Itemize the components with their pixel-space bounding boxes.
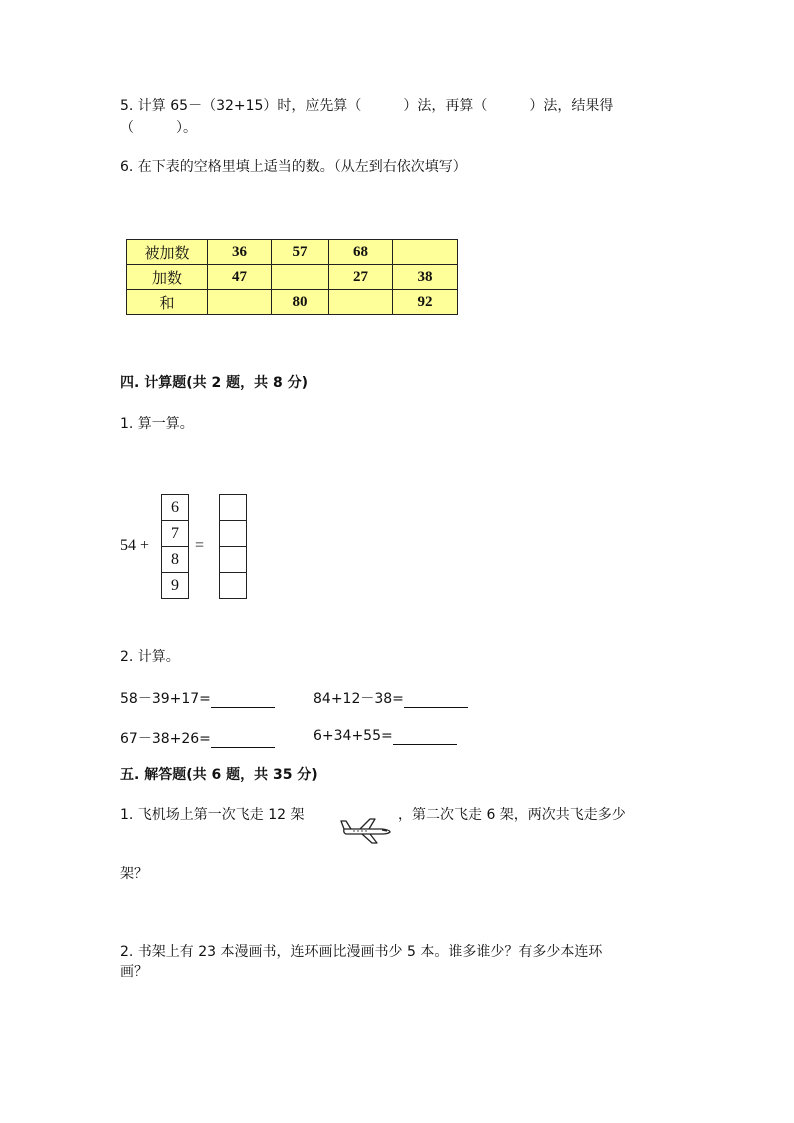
answer-blank[interactable] <box>404 691 468 708</box>
addition-table <box>126 239 458 315</box>
section-4-q2-title: 2. 计算。 <box>120 649 180 665</box>
section-5-q1-part3: 架？ <box>120 866 148 882</box>
expression-left: 54 + <box>120 537 150 554</box>
answer-blank[interactable] <box>211 691 275 708</box>
question-5-line-2: （ ）。 <box>120 120 197 136</box>
table-cell[interactable]: 38 <box>393 265 458 290</box>
table-cell[interactable]: 68 <box>329 240 393 265</box>
calc-item <box>313 728 457 745</box>
answer-box[interactable] <box>220 521 246 547</box>
answer-box[interactable] <box>220 495 246 521</box>
table-cell[interactable]: 92 <box>393 290 458 315</box>
table-cell[interactable]: 36 <box>208 240 272 265</box>
airplane-icon <box>338 815 394 845</box>
row-label: 被加数 <box>127 240 208 265</box>
calc-expression: 84+12－38= <box>313 691 404 707</box>
equals-sign: = <box>195 537 205 554</box>
table-cell[interactable] <box>393 240 458 265</box>
addend-stack <box>161 494 189 599</box>
addend-value: 8 <box>162 547 188 573</box>
section-5-q1-part2: ，第二次飞走 6 架，两次共飞走多少 <box>398 807 626 823</box>
table-row-addend2 <box>127 265 458 290</box>
calc-item <box>120 688 275 708</box>
table-row-sum <box>127 290 458 315</box>
table-cell[interactable] <box>208 290 272 315</box>
calc-expression: 58－39+17= <box>120 691 211 707</box>
calc-item <box>120 728 275 748</box>
table-row-addend1 <box>127 240 458 265</box>
addend-value: 6 <box>162 495 188 521</box>
calc-expression: 67－38+26= <box>120 731 211 747</box>
answer-blank[interactable] <box>211 731 275 748</box>
table-cell[interactable]: 57 <box>272 240 329 265</box>
table-cell[interactable]: 80 <box>272 290 329 315</box>
addend-value: 9 <box>171 577 179 594</box>
row-label: 和 <box>127 290 208 315</box>
section-5-q2-line-2: 画？ <box>120 964 148 980</box>
addend-value: 7 <box>162 521 188 547</box>
answer-stack <box>219 494 247 599</box>
calc-item <box>313 688 468 708</box>
section-4-heading: 四. 计算题(共 2 题，共 8 分) <box>120 375 308 391</box>
calc-expression: 6+34+55= <box>313 728 393 744</box>
section-5-heading: 五. 解答题(共 6 题，共 35 分) <box>120 767 318 783</box>
section-5-q1-part1: 1. 飞机场上第一次飞走 12 架 <box>120 807 305 823</box>
table-cell[interactable]: 27 <box>329 265 393 290</box>
answer-box[interactable] <box>220 573 246 598</box>
table-cell[interactable]: 47 <box>208 265 272 290</box>
answer-blank[interactable] <box>393 728 457 745</box>
section-4-q1-title: 1. 算一算。 <box>120 416 194 432</box>
row-label: 加数 <box>127 265 208 290</box>
section-5-q2-line-1: 2. 书架上有 23 本漫画书，连环画比漫画书少 5 本。谁多谁少？有多少本连环 <box>120 944 603 960</box>
question-5-line-1: 5. 计算 65－（32+15）时，应先算（ ）法，再算（ ）法，结果得 <box>120 98 614 114</box>
answer-box[interactable] <box>220 547 246 573</box>
question-6-text: 6. 在下表的空格里填上适当的数。（从左到右依次填写） <box>120 159 467 175</box>
table-cell[interactable] <box>272 265 329 290</box>
table-cell[interactable] <box>329 290 393 315</box>
